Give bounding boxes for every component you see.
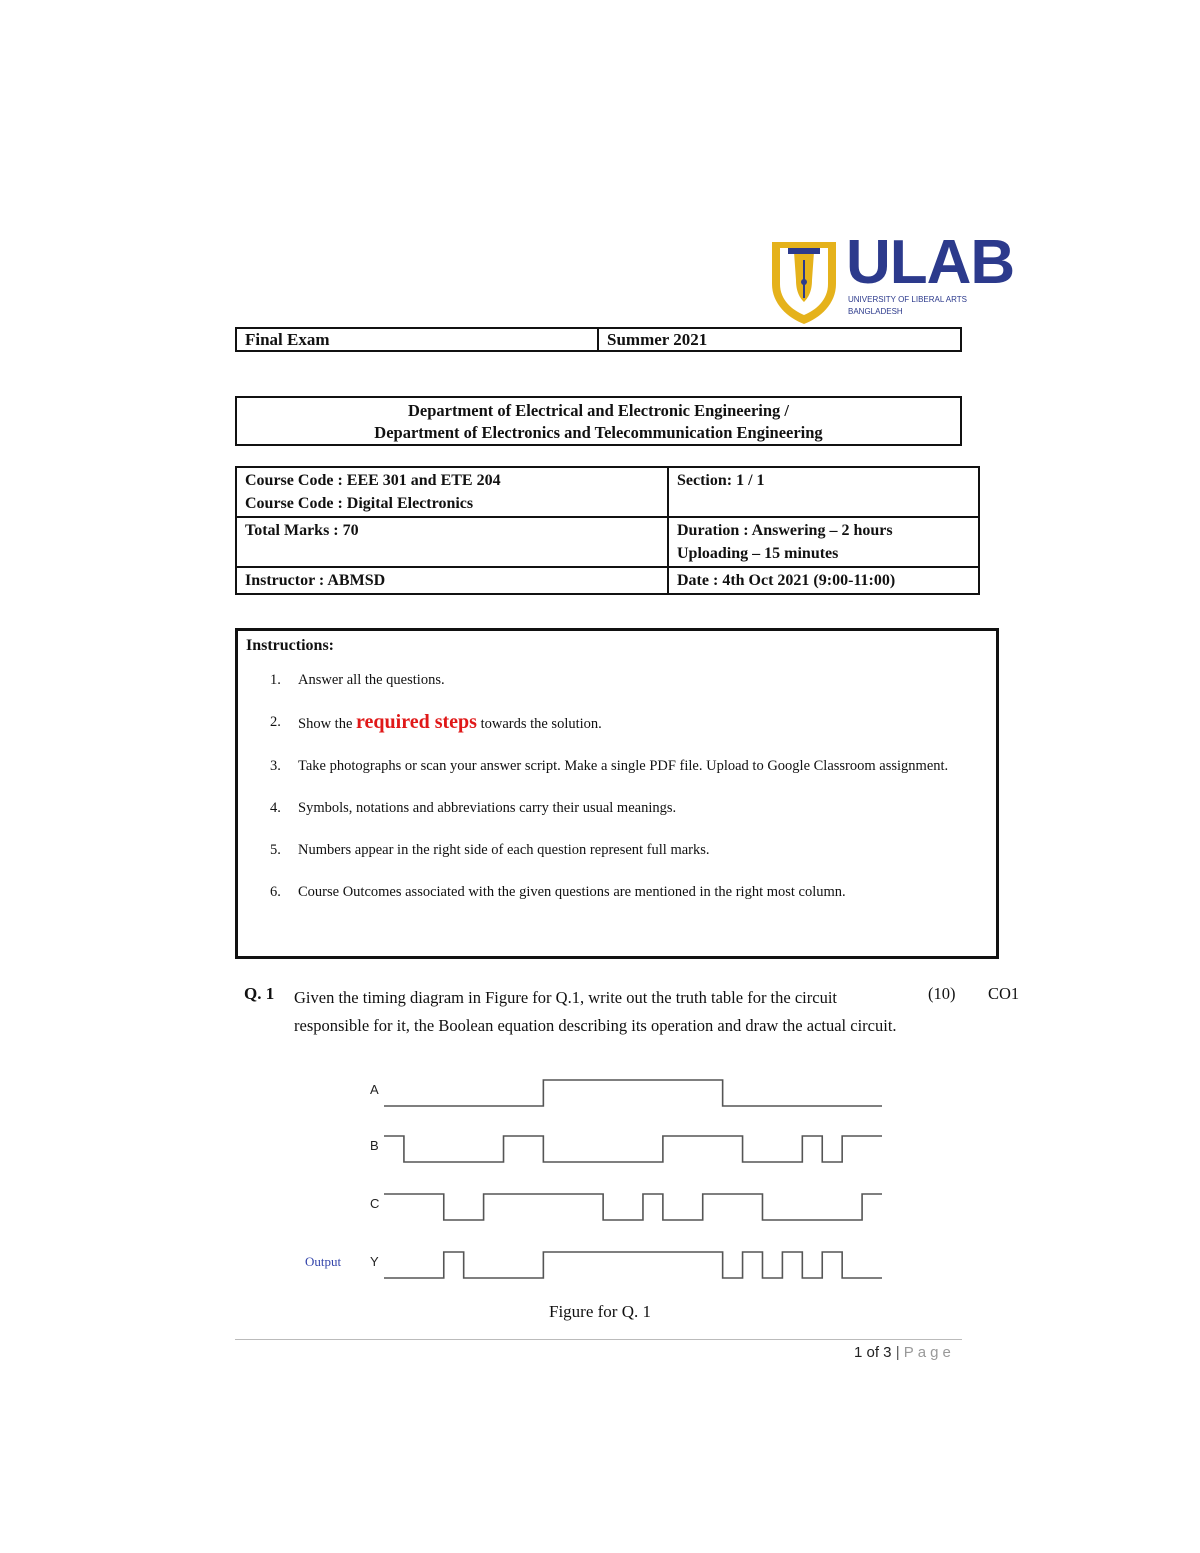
duration-cell — [668, 517, 979, 567]
question-marks: (10) — [928, 984, 956, 1003]
duration-answering: Duration : Answering – 2 hours — [677, 522, 893, 539]
department-line-1: Department of Electrical and Electronic Engineering / — [408, 401, 789, 420]
page-number: 1 of 3 | Page — [854, 1344, 955, 1361]
logo-subtitle: UNIVERSITY OF LIBERAL ARTS BANGLADESH — [848, 295, 967, 316]
list-item: 2. Show the required steps towards the solution. — [270, 711, 602, 733]
total-marks-cell — [236, 517, 668, 567]
signal-label-c: C — [370, 1196, 380, 1211]
course-code-cell — [236, 467, 668, 517]
date-cell — [668, 567, 979, 594]
waveform-y — [384, 1252, 882, 1278]
ulab-logo — [768, 228, 1015, 328]
list-item: 1. Answer all the questions. — [270, 672, 445, 688]
instructor-cell — [236, 567, 668, 594]
instructions-list — [246, 667, 988, 905]
logo-wordmark: ULAB — [846, 228, 1015, 297]
department-box — [235, 396, 962, 446]
instructions-title: Instructions: — [246, 637, 335, 654]
question-text: Given the timing diagram in Figure for Q.1, write out the truth table for the circuit responsible for it, the Boolean equation describing its operation and draw the actual circuit. — [294, 988, 897, 1035]
list-item: 5. Numbers appear in the right side of each question represent full marks. — [270, 842, 710, 858]
waveform-c — [384, 1194, 882, 1220]
emphasis-text: required steps — [356, 711, 477, 733]
exam-date: Date : 4th Oct 2021 (9:00-11:00) — [677, 572, 896, 589]
figure-caption: Figure for Q. 1 — [549, 1302, 651, 1321]
list-item: 4. Symbols, notations and abbreviations carry their usual meanings. — [270, 800, 677, 816]
total-marks: Total Marks : 70 — [245, 522, 359, 539]
output-label: Output — [305, 1254, 342, 1269]
table-row — [236, 467, 979, 517]
timing-diagram — [300, 1070, 890, 1300]
section-cell — [668, 467, 979, 517]
list-item: 3. Take photographs or scan your answer script. Make a single PDF file. Upload to Google Classroom assignment. — [270, 758, 949, 774]
waveform-b — [384, 1136, 882, 1162]
question-course-outcome: CO1 — [988, 984, 1020, 1003]
table-row — [236, 567, 979, 594]
section: Section: 1 / 1 — [677, 472, 765, 489]
question-label: Q. 1 — [244, 984, 275, 1003]
list-item: 6. Course Outcomes associated with the given questions are mentioned in the right most column. — [270, 884, 846, 900]
instructor: Instructor : ABMSD — [245, 572, 386, 589]
waveform-a — [384, 1080, 882, 1106]
duration-uploading: Uploading – 15 minutes — [677, 545, 839, 562]
footer-divider — [235, 1339, 962, 1340]
signal-label-b: B — [370, 1138, 379, 1153]
exam-term: Summer 2021 — [607, 330, 708, 349]
course-code: Course Code : EEE 301 and ETE 204 — [245, 472, 501, 489]
exam-type: Final Exam — [237, 329, 599, 350]
signal-label-y: Y — [370, 1254, 379, 1269]
department-line-2: Department of Electronics and Telecommunication Engineering — [374, 423, 823, 442]
ulab-crest-icon — [768, 238, 840, 326]
instructions-box — [235, 628, 999, 959]
exam-header-row — [235, 327, 962, 352]
signal-label-a: A — [370, 1082, 379, 1097]
table-row — [236, 517, 979, 567]
course-info-table — [235, 466, 980, 595]
course-title: Course Code : Digital Electronics — [245, 495, 474, 512]
